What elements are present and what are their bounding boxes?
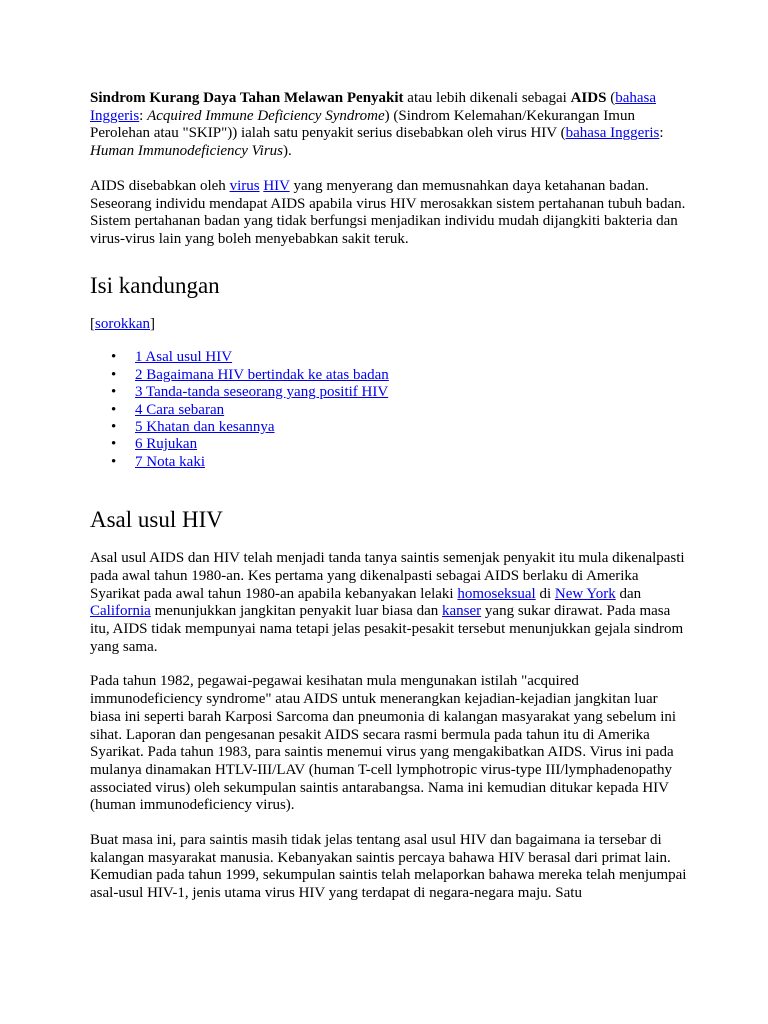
intro-term: Sindrom Kurang Daya Tahan Melawan Penyakit [90,90,404,106]
link-homoseksual[interactable]: homoseksual [457,585,536,602]
toc-link-rujukan[interactable]: 6 Rujukan [135,436,198,453]
intro-text: ( [606,90,616,106]
paragraph-text: yang sukar dirawat. Pada masa itu, AIDS tidak mempunyai nama tetapi jelas pesakit-pesakit tersebut menunjukkan gejala sindrom yang sama. [90,603,684,655]
toc-link-nota-kaki[interactable]: 7 Nota kaki [135,453,205,470]
toc-item [111,453,690,471]
link-kanser[interactable]: kanser [442,603,482,620]
toc-item [111,418,690,436]
paragraph-text: Asal usul AIDS dan HIV telah menjadi tanda tanya saintis semenjak penyakit itu mula dikenalpasti pada awal tahun 1980-an. Kes pertama yang dikenalpasti sebagai AIDS berlaku di Amerika Syarikat pada awal tahun 1980-an apabila kebanyakan lelaki [90,550,685,602]
intro-paragraph [90,90,690,161]
asal-usul-paragraph-2: Pada tahun 1982, pegawai-pegawai kesihatan mula mengunakan istilah "acquired immunodeficiency syndrome" atau AIDS untuk menerangkan kejadian-kejadian jangkitan luar biasa ini seperti barah Karposi Sarcoma dan pneumonia di kalangan masyarakat yang sebelum ini sihat. Laporan dan pengesanan pesakit AIDS secara rasmi bermula pada tahun itu di Amerika Syarikat. Pada tahun 1983, para saintis menemui virus yang mengakibatkan AIDS. Virus ini pada mulanya dinamakan HTLV-III/LAV (human T-cell lymphotropic virus-type III/lymphadenopathy associated virus) oleh sekumpulan saintis antarabangsa. Nama ini kemudian ditukar kepada HIV (human immunodeficiency virus). [90,673,677,814]
toc-list [90,349,690,471]
link-bahasa-inggeris[interactable]: bahasa Inggeris [90,90,656,124]
intro-hiv-english-name: Human Immunodeficiency Virus [90,143,284,160]
bullet-icon: • [111,401,117,418]
toc-item [111,401,690,419]
link-virus[interactable]: virus [229,177,260,194]
paragraph-text: menunjukkan jangkitan penyakit luar biasa dan [150,603,442,620]
toc-link-bagaimana[interactable]: 2 Bagaimana HIV bertindak ke atas badan [135,366,389,383]
bullet-icon: • [111,366,117,383]
bracket-open: [ [90,315,95,332]
toc-link-khatan[interactable]: 5 Khatan dan kesannya [135,418,275,435]
section-heading-asal-usul: Asal usul HIV [90,507,223,533]
link-hiv[interactable]: HIV [263,177,290,194]
toc-item [111,349,690,366]
toc-heading: Isi kandungan [90,272,220,298]
intro-text: atau lebih dikenali sebagai [403,90,571,106]
intro-text: : [139,107,148,124]
asal-usul-paragraph-3: Buat masa ini, para saintis masih tidak jelas tentang asal usul HIV dan bagaimana ia tersebar di kalangan masyarakat manusia. Kebanyakan saintis percaya bahawa HIV berasal dari primat lain. Kemudian pada tahun 1999, sekumpulan saintis telah melaporkan bahawa mereka telah menjumpai asal-usul HIV-1, jenis utama virus HIV yang terdapat di negara-negara maju. Satu [90,832,687,902]
intro-text: : [659,125,664,142]
toc-link-asal-usul[interactable]: 1 Asal usul HIV [135,349,233,366]
intro-text: ) (Sindrom Kelemahan/Kekurangan Imun Perolehan atau "SKIP")) ialah satu penyakit serius disebabkan oleh virus HIV ( [90,107,635,142]
toc-link-cara-sebaran[interactable]: 4 Cara sebaran [135,401,225,418]
bullet-icon: • [111,384,117,401]
intro-text: ). [283,143,292,160]
link-new-york[interactable]: New York [554,585,616,602]
paragraph-text: dan [615,585,642,602]
paragraph-text: AIDS disebabkan oleh [90,177,230,194]
article-body [90,90,690,920]
asal-usul-paragraph-1 [90,550,690,656]
bullet-icon: • [111,453,117,470]
bullet-icon: • [111,436,117,453]
intro-english-name: Acquired Immune Deficiency Syndrome [147,107,385,124]
link-california[interactable]: California [90,603,151,620]
paragraph-text: di [535,585,555,602]
paragraph-text: yang menyerang dan memusnahkan daya ketahanan badan. Seseorang individu mendapat AIDS apabila virus HIV merosakkan sistem pertahanan tubuh badan. Sistem pertahanan badan yang tidak berfungsi menjadikan individu mudah dijangkiti bakteria dan virus-virus lain yang boleh menyebabkan sakit teruk. [90,177,686,247]
bullet-icon: • [111,349,117,366]
toc-hide-link[interactable]: sorokkan [95,315,150,332]
toc-link-tanda-tanda[interactable]: 3 Tanda-tanda seseorang yang positif HIV [135,384,389,401]
toc-item [111,366,690,384]
bullet-icon: • [111,418,117,435]
toc-item [111,384,690,401]
aids-term: AIDS [570,90,607,106]
link-bahasa-inggeris-2[interactable]: bahasa Inggeris [565,125,660,142]
toc-toggle [90,316,690,334]
toc-item [111,436,690,453]
aids-cause-paragraph [90,178,690,249]
bracket-close: ] [150,315,155,332]
